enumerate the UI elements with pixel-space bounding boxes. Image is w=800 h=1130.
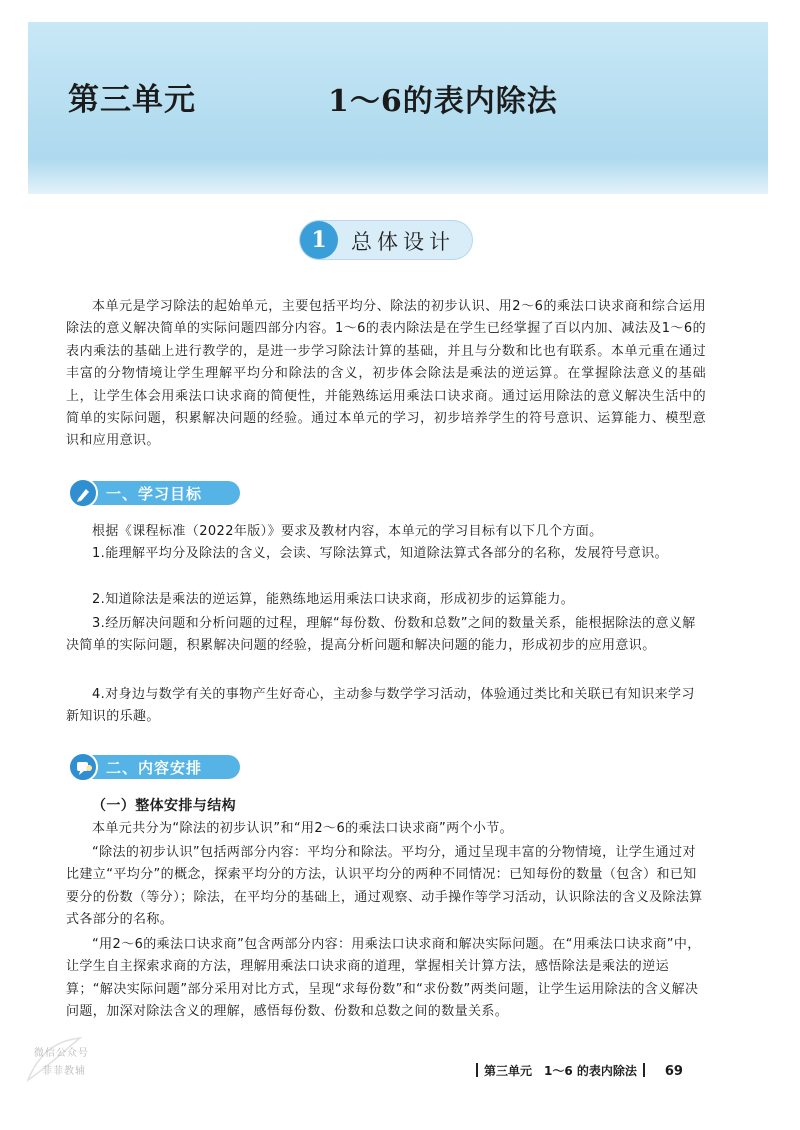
content-paragraph-1: 本单元共分为“除法的初步认识”和“用2～6的乘法口诀求商”两个小节。 [92, 821, 514, 836]
watermark-line-2: 菲菲教辅 [42, 1066, 86, 1077]
section-number: 1 [300, 221, 338, 259]
unit-label: 第三单元 [68, 82, 196, 118]
goals-heading: 一、学习目标 [106, 485, 203, 503]
goal-item-2: 2.知道除法是乘法的逆运算，能熟练地运用乘法口诀求商，形成初步的运算能力。 [92, 592, 575, 607]
pencil-icon [68, 478, 98, 508]
goal-item-3: 3.经历解决问题和分析问题的过程，理解“每份数、份数和总数”之间的数量关系，能根据除法的意义解决简单的实际问题，积累解决问题的经验，提高分析问题和解决问题的能力，形成初步的应用意识。 [66, 616, 696, 654]
footer-chapter: 第三单元 1～6 的表内除法 [484, 1064, 637, 1078]
footer-separator-left [476, 1063, 478, 1077]
content-heading-tab [68, 752, 240, 782]
footer-separator-right [643, 1063, 645, 1077]
goals-lead: 根据《课程标准（2022年版）》要求及教材内容，本单元的学习目标有以下几个方面。 [92, 524, 603, 539]
content-paragraph-3: “用2～6的乘法口诀求商”包含两部分内容：用乘法口诀求商和解决实际问题。在“用乘法口诀求商”中，让学生自主探索求商的方法，理解用乘法口诀求商的道理，掌握相关计算方法，感悟除法是乘法的逆运算；“解决实际问题”部分采用对比方式，呈现“求每份数”和“求份数”两类问题，让学生运用除法的含义解决问题，加深对除法含义的理解，感悟每份数、份数和总数之间的数量关系。 [66, 937, 701, 1020]
goals-heading-tab [68, 478, 240, 508]
page-number: 69 [664, 1064, 683, 1079]
speech-bubble-icon [68, 752, 98, 782]
content-paragraph-2: “除法的初步认识”包括两部分内容：平均分和除法。平均分，通过呈现丰富的分物情境，让学生通过对比建立“平均分”的概念，探索平均分的方法，认识平均分的两种不同情况：已知每份的数量（包含）和已知要分的份数（等分）；除法，在平均分的基础上，通过观察、动手操作等学习活动，认识除法的含义及除法算式各部分的名称。 [66, 845, 703, 928]
section-title: 总体设计 [351, 230, 455, 254]
page-footer [470, 1062, 730, 1082]
unit-title: 1～6的表内除法 [328, 84, 558, 119]
goal-item-1: 1.能理解平均分及除法的含义，会读、写除法算式，知道除法算式各部分的名称，发展符号意识。 [92, 546, 669, 561]
watermark-line-1: 微信公众号 [34, 1048, 89, 1059]
content-subheading: （一）整体安排与结构 [92, 798, 236, 814]
unit-header-band [28, 22, 768, 194]
intro-paragraph: 本单元是学习除法的起始单元，主要包括平均分、除法的初步认识、用2～6的乘法口诀求商和综合运用除法的意义解决简单的实际问题四部分内容。1～6的表内除法是在学生已经掌握了百以内加、减法及1～6的表内乘法的基础上进行教学的，是进一步学习除法计算的基础，并且与分数和比也有联系。本单元重在通过丰富的分物情境让学生理解平均分和除法的含义，初步体会除法是乘法的逆运算。在掌握除法意义的基础上，让学生体会用乘法口诀求商的简便性，并能熟练运用乘法口诀求商。通过运用除法的意义解决生活中的简单的实际问题，积累解决问题的经验。通过本单元的学习，初步培养学生的符号意识、运算能力、模型意识和应用意识。 [66, 299, 706, 449]
content-heading: 二、内容安排 [106, 759, 203, 777]
goal-item-4: 4.对身边与数学有关的事物产生好奇心，主动参与数学学习活动，体验通过类比和关联已有知识来学习新知识的乐趣。 [66, 687, 695, 725]
section-title-pill [299, 220, 473, 260]
watermark-leaf-icon [20, 1030, 140, 1090]
